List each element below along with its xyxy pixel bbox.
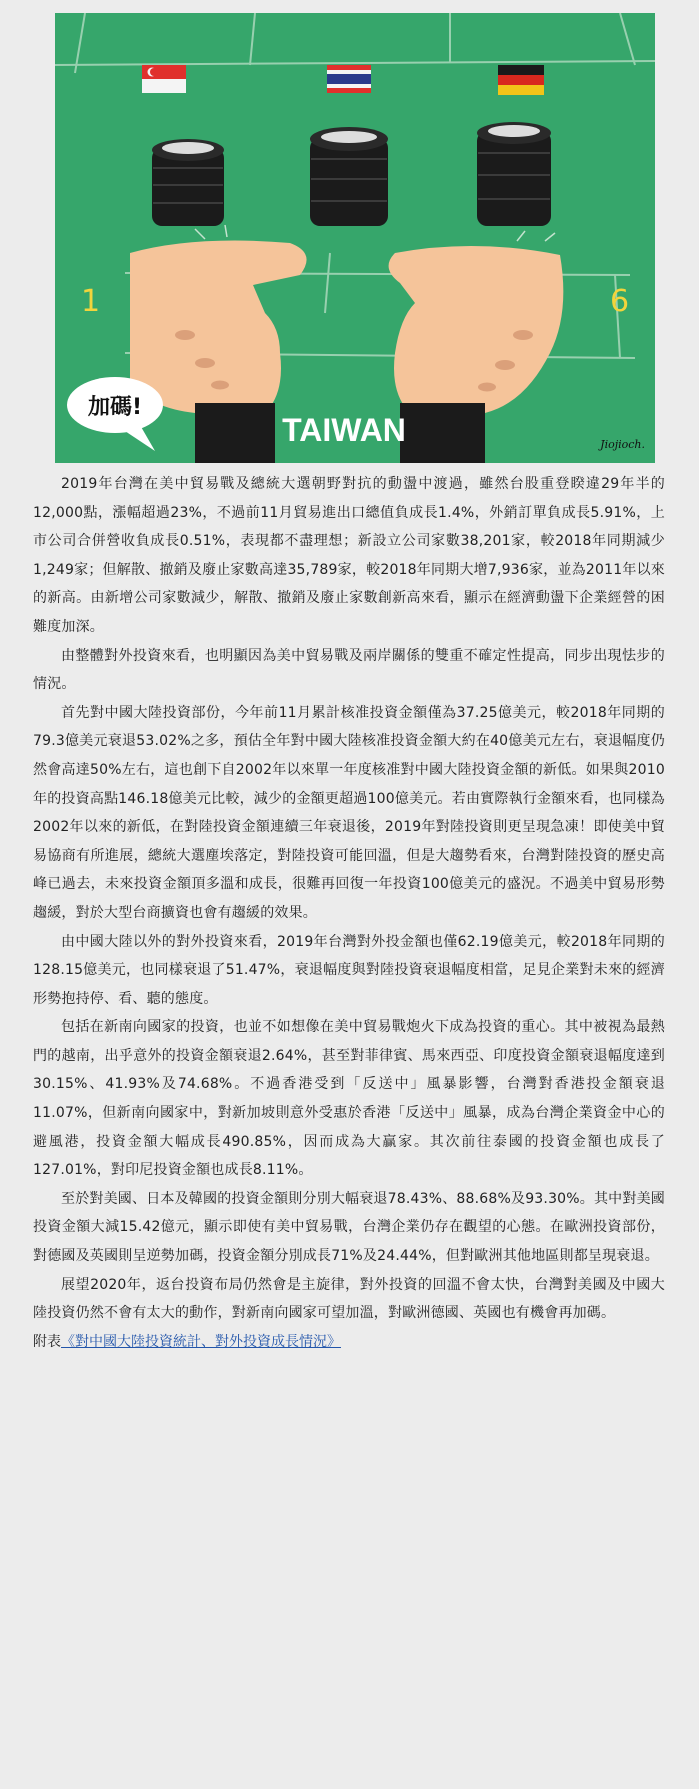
- chip-stack-center: [310, 127, 388, 226]
- paragraph-7: 展望2020年，返台投資布局仍然會是主旋律，對外投資的回溫不會太快，台灣對美國及中國大陸投資仍然不會有太大的動作，對新南向國家可望加溫，對歐洲德國、英國也有機會再加碼。: [33, 1276, 665, 1322]
- article-illustration: [55, 13, 655, 463]
- right-hand: [389, 246, 564, 463]
- thailand-flag: [327, 65, 371, 93]
- paragraph-6: 至於對美國、日本及韓國的投資金額則分別大幅衰退78.43%、88.68%及93.30%。其中對美國投資金額大減15.42億元，顯示即使有美中貿易戰，台灣企業仍存在觀望的心態。在歐洲投資部份，對德國及英國則呈逆勢加碼，投資金額分別成長71%及24.44%，但對歐洲其他地區則都呈現衰退。: [33, 1190, 665, 1265]
- paragraph-2: 由整體對外投資來看，也明顯因為美中貿易戰及兩岸關係的雙重不確定性提高，同步出現怯步的情況。: [33, 647, 665, 693]
- germany-flag: [498, 65, 544, 95]
- chip-stack-right: [477, 122, 551, 226]
- paragraph-3: 首先對中國大陸投資部份，今年前11月累計核准投資金額僅為37.25億美元，較2018年同期的79.3億美元衰退53.02%之多，預估全年對中國大陸核准投資金額大約在40億美元左右，衰退幅度仍然會高達50%左右，這也創下自2002年以來單一年度核准對中國大陸投資金額的新低。如果與2010年的投資高點146.18億美元比較，減少的金額更超過100億美元。若由實際執行金額來看，也同樣為2002年以來的新低，在對陸投資金額連續三年衰退後，2019年對陸投資則更呈現急凍！即使美中貿易協商有所進展，總統大選塵埃落定，對陸投資可能回溫，但是大趨勢看來，台灣對陸投資的歷史高峰已過去，未來投資金額頂多溫和成長，很難再回復一年投資100億美元的盛況。不過美中貿易形勢趨緩，對於大型台商擴資也會有趨緩的效果。: [33, 704, 665, 921]
- number-left: 1: [81, 284, 101, 319]
- paragraph-4: 由中國大陸以外的對外投資來看，2019年台灣對外投金額也僅62.19億美元，較2018年同期的128.15億美元，也同樣衰退了51.47%，衰退幅度與對陸投資衰退幅度相當，足見企業對未來的經濟形勢抱持停、看、聽的態度。: [33, 933, 665, 1007]
- article-body: [33, 470, 665, 1356]
- bubble-text: 加碼!: [87, 395, 143, 420]
- number-right: 6: [610, 284, 630, 319]
- paragraph-1: 2019年台灣在美中貿易戰及總統大選朝野對抗的動盪中渡過，雖然台股重登睽違29年半的12,000點，漲幅超過23%，不過前11月貿易進出口總值負成長1.4%，外銷訂單負成長5.91%，上市公司合併營收負成長0.51%，表現都不盡理想；新設立公司家數38,201家，較2018年同期減少1,249家；但解散、撤銷及廢止家數高達35,789家，較2018年同期大增7,936家，並為2011年以來的新高。由新增公司家數減少，解散、撤銷及廢止家數創新高來看，顯示在經濟動盪下企業經營的困難度加深。: [33, 476, 665, 635]
- taiwan-caption: TAIWAN: [282, 412, 406, 448]
- singapore-flag: [142, 65, 186, 93]
- attachment-line: [33, 1328, 665, 1357]
- attachment-link[interactable]: 《對中國大陸投資統計、對外投資成長情況》: [61, 1333, 341, 1350]
- speech-bubble: [67, 377, 163, 451]
- motion-lines: [195, 225, 555, 241]
- chip-stack-left: [152, 139, 224, 226]
- attachment-prefix: 附表: [33, 1333, 61, 1350]
- left-hand: [130, 241, 307, 463]
- artist-signature: Jiojioch.: [600, 438, 645, 451]
- paragraph-5: 包括在新南向國家的投資，也並不如想像在美中貿易戰炮火下成為投資的重心。其中被視為最熱門的越南，出乎意外的投資金額衰退2.64%，甚至對菲律賓、馬來西亞、印度投資金額衰退幅度達到30.15%、41.93%及74.68%。不過香港受到「反送中」風暴影響，台灣對香港投金額衰退11.07%，但新南向國家中，對新加坡則意外受惠於香港「反送中」風暴，成為台灣企業資金中心的避風港，投資金額大幅成長490.85%，因而成為大贏家。其次前往泰國的投資金額也成長了127.01%，對印尼投資金額也成長8.11%。: [33, 1019, 665, 1179]
- illustration-canvas: [55, 13, 655, 463]
